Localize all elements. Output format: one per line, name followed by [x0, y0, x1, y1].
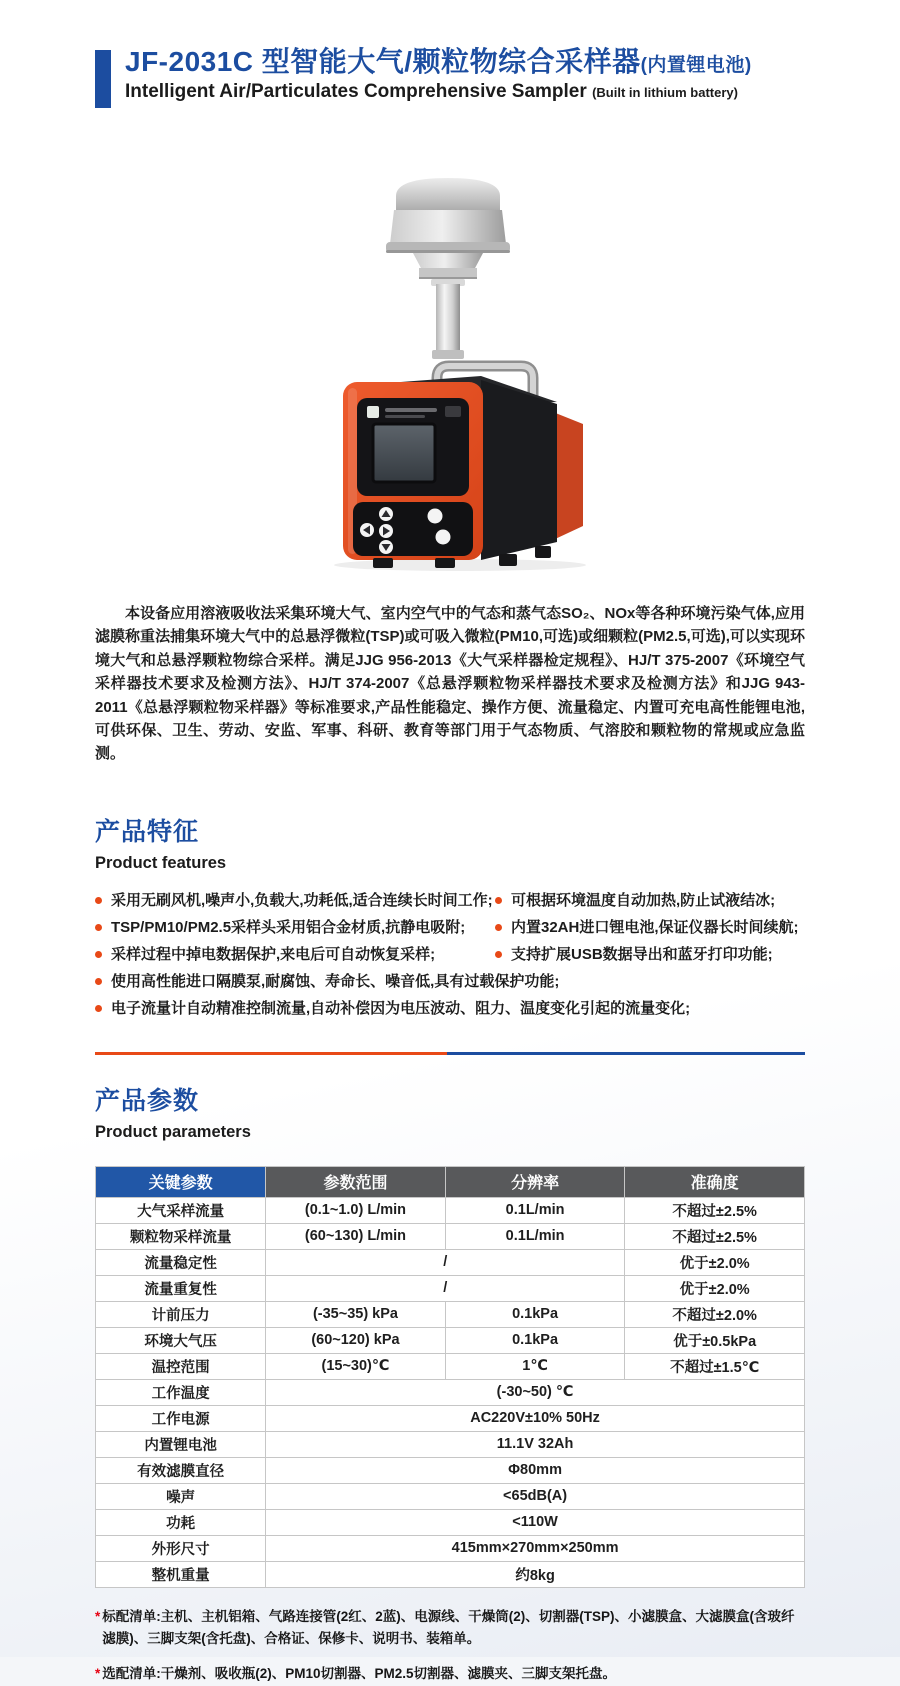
feature-item — [495, 914, 805, 941]
table-row — [96, 1483, 805, 1509]
intro-paragraph: 本设备应用溶液吸收法采集环境大气、室内空气中的气态和蒸气态SO₂、NOx等各种环境污染气体,应用滤膜称重法捕集环境大气中的总悬浮微粒(TSP)或可吸入微粒(PM10,可选)或细颗粒(PM2.5,可选),可以实现环境大气和总悬浮颗粒物综合采样。满足JJG 956-2013《大气采样器检定规程》、HJ/T 375-2007《环境空气采样器技术要求及检测方法》、HJ/T 374-2007《总悬浮颗粒物采样器技术要求及检测方法》和JJG 943-2011《总悬浮颗粒物采样器》等标准要求,产品性能稳定、操作方便、流量稳定、内置可充电高性能锂电池,可供环保、卫生、劳动、安监、军事、科研、教育等部门用于气态物质、气溶胶和颗粒物的常规或应急监测。 — [95, 605, 805, 763]
feature-item — [95, 995, 805, 1022]
param-name-cell: 颗粒物采样流量 — [96, 1223, 266, 1249]
param-value-cell: 约8kg — [266, 1561, 805, 1587]
param-value-cell: 不超过±2.5% — [625, 1197, 805, 1223]
param-value-cell: 0.1kPa — [445, 1327, 625, 1353]
divider-blue-segment — [447, 1052, 805, 1055]
param-value-cell: / — [266, 1249, 625, 1275]
param-value-cell: 1℃ — [445, 1353, 625, 1379]
parameters-heading-zh: 产品参数 — [95, 1086, 200, 1115]
page-header — [95, 45, 805, 108]
parameters-heading-en: Product parameters — [95, 1122, 251, 1141]
bullet-dot-icon — [95, 1005, 102, 1012]
parameters-section — [95, 1081, 805, 1588]
param-value-cell: 不超过±1.5℃ — [625, 1353, 805, 1379]
display-screen — [373, 424, 435, 482]
sampler-illustration — [285, 154, 615, 572]
feature-item — [95, 914, 495, 941]
feature-text: 使用高性能进口隔膜泵,耐腐蚀、寿命长、噪音低,具有过载保护功能; — [111, 972, 560, 990]
param-value-cell: (15~30)℃ — [266, 1353, 446, 1379]
bullet-dot-icon — [95, 951, 102, 958]
feature-item — [95, 887, 495, 914]
bullet-dot-icon — [95, 897, 102, 904]
bullet-dot-icon — [495, 924, 502, 931]
brand-logo-icon — [367, 406, 379, 418]
feature-text: 可根据环境温度自动加热,防止试液结冰; — [511, 891, 776, 909]
param-value-cell: (60~130) L/min — [266, 1223, 446, 1249]
parameters-table-body — [96, 1197, 805, 1587]
param-name-cell: 内置锂电池 — [96, 1431, 266, 1457]
param-name-cell: 工作温度 — [96, 1379, 266, 1405]
param-value-cell: AC220V±10% 50Hz — [266, 1405, 805, 1431]
feature-text: 采样过程中掉电数据保护,来电后可自动恢复采样; — [111, 945, 436, 963]
section-divider — [95, 1052, 805, 1055]
table-row — [96, 1535, 805, 1561]
badge-icon — [445, 406, 461, 417]
sampling-head-icon — [386, 178, 510, 279]
feature-item — [495, 887, 805, 914]
param-value-cell: <65dB(A) — [266, 1483, 805, 1509]
param-name-cell: 工作电源 — [96, 1405, 266, 1431]
param-name-cell: 计前压力 — [96, 1301, 266, 1327]
param-value-cell: (-35~35) kPa — [266, 1301, 446, 1327]
ground-shadow — [334, 559, 586, 571]
param-value-cell: Φ80mm — [266, 1457, 805, 1483]
table-row — [96, 1301, 805, 1327]
table-row — [96, 1561, 805, 1587]
feature-text: 采用无刷风机,噪声小,负载大,功耗低,适合连续长时间工作; — [111, 891, 493, 909]
feature-item — [495, 941, 805, 968]
features-section — [95, 812, 805, 1022]
footnotes — [95, 1606, 805, 1686]
footnote-text: 选配清单:干燥剂、吸收瓶(2)、PM10切割器、PM2.5切割器、滤膜夹、三脚支架托盘。 — [102, 1666, 617, 1682]
divider-orange-segment — [95, 1052, 447, 1055]
param-name-cell: 流量稳定性 — [96, 1249, 266, 1275]
features-heading-zh: 产品特征 — [95, 817, 200, 846]
param-name-cell: 功耗 — [96, 1509, 266, 1535]
header-cell-key-param: 关键参数 — [96, 1166, 266, 1197]
feature-list — [95, 887, 805, 1022]
title-block — [125, 45, 752, 103]
asterisk-icon: * — [95, 1666, 101, 1682]
product-title-en-suffix: (Built in lithium battery) — [592, 84, 738, 100]
param-value-cell: (60~120) kPa — [266, 1327, 446, 1353]
header-cell-accuracy: 准确度 — [625, 1166, 805, 1197]
product-title-en — [125, 81, 752, 103]
feature-text: 内置32AH进口锂电池,保证仪器长时间续航; — [511, 918, 799, 936]
product-title-en-main: Intelligent Air/Particulates Comprehensive Sampler — [125, 80, 587, 102]
bullet-dot-icon — [495, 951, 502, 958]
header-cell-range: 参数范围 — [266, 1166, 446, 1197]
feature-text: 支持扩展USB数据导出和蓝牙打印功能; — [511, 945, 773, 963]
param-value-cell: 优于±2.0% — [625, 1275, 805, 1301]
param-value-cell: / — [266, 1275, 625, 1301]
table-row — [96, 1509, 805, 1535]
feature-item — [95, 968, 805, 995]
param-name-cell: 大气采样流量 — [96, 1197, 266, 1223]
product-title-zh-suffix: (内置锂电池) — [640, 55, 752, 76]
table-row — [96, 1249, 805, 1275]
footnote — [95, 1663, 805, 1685]
bullet-dot-icon — [95, 978, 102, 985]
footnote — [95, 1606, 805, 1651]
feature-text: TSP/PM10/PM2.5采样头采用铝合金材质,抗静电吸附; — [111, 918, 466, 936]
param-value-cell: <110W — [266, 1509, 805, 1535]
param-name-cell: 外形尺寸 — [96, 1535, 266, 1561]
table-row — [96, 1275, 805, 1301]
asterisk-icon: * — [95, 1608, 101, 1624]
table-row — [96, 1457, 805, 1483]
table-row — [96, 1353, 805, 1379]
parameters-table-head — [96, 1166, 805, 1197]
param-value-cell: 0.1L/min — [445, 1197, 625, 1223]
keypad — [353, 502, 473, 556]
table-row — [96, 1379, 805, 1405]
keypad-function-button-1[interactable] — [428, 509, 443, 524]
table-row — [96, 1327, 805, 1353]
keypad-function-button-2[interactable] — [436, 530, 451, 545]
table-header-row — [96, 1166, 805, 1197]
param-value-cell: 不超过±2.5% — [625, 1223, 805, 1249]
side-face — [481, 380, 557, 560]
footnote-text: 标配清单:主机、主机铝箱、气路连接管(2红、2蓝)、电源线、干燥筒(2)、切割器(TSP)、小滤膜盒、大滤膜盒(含玻纤滤膜)、三脚支架(含托盘)、合格证、保修卡、说明书、装箱单。 — [102, 1608, 795, 1646]
sampler-pole — [431, 279, 465, 359]
param-value-cell: 优于±0.5kPa — [625, 1327, 805, 1353]
table-row — [96, 1197, 805, 1223]
rear-orange-panel — [553, 412, 583, 540]
bullet-dot-icon — [495, 897, 502, 904]
param-value-cell: 0.1kPa — [445, 1301, 625, 1327]
product-title-zh — [125, 45, 752, 79]
param-value-cell: 0.1L/min — [445, 1223, 625, 1249]
parameters-table — [95, 1166, 805, 1588]
param-value-cell: 优于±2.0% — [625, 1249, 805, 1275]
title-accent-bar — [95, 50, 111, 108]
display-panel — [357, 398, 469, 496]
feature-text: 电子流量计自动精准控制流量,自动补偿因为电压波动、阻力、温度变化引起的流量变化; — [111, 999, 691, 1017]
param-name-cell: 噪声 — [96, 1483, 266, 1509]
param-name-cell: 整机重量 — [96, 1561, 266, 1587]
header-cell-resolution: 分辨率 — [445, 1166, 625, 1197]
table-row — [96, 1431, 805, 1457]
table-row — [96, 1223, 805, 1249]
bullet-dot-icon — [95, 924, 102, 931]
param-name-cell: 有效滤膜直径 — [96, 1457, 266, 1483]
param-value-cell: (0.1~1.0) L/min — [266, 1197, 446, 1223]
param-value-cell: (-30~50) ℃ — [266, 1379, 805, 1405]
param-value-cell: 11.1V 32Ah — [266, 1431, 805, 1457]
feature-item — [95, 941, 495, 968]
table-row — [96, 1405, 805, 1431]
param-name-cell: 温控范围 — [96, 1353, 266, 1379]
param-name-cell: 流量重复性 — [96, 1275, 266, 1301]
product-title-zh-main: JF-2031C 型智能大气/颗粒物综合采样器 — [125, 46, 641, 77]
param-value-cell: 415mm×270mm×250mm — [266, 1535, 805, 1561]
product-image — [285, 154, 615, 572]
param-value-cell: 不超过±2.0% — [625, 1301, 805, 1327]
features-heading-en: Product features — [95, 853, 227, 872]
param-name-cell: 环境大气压 — [96, 1327, 266, 1353]
